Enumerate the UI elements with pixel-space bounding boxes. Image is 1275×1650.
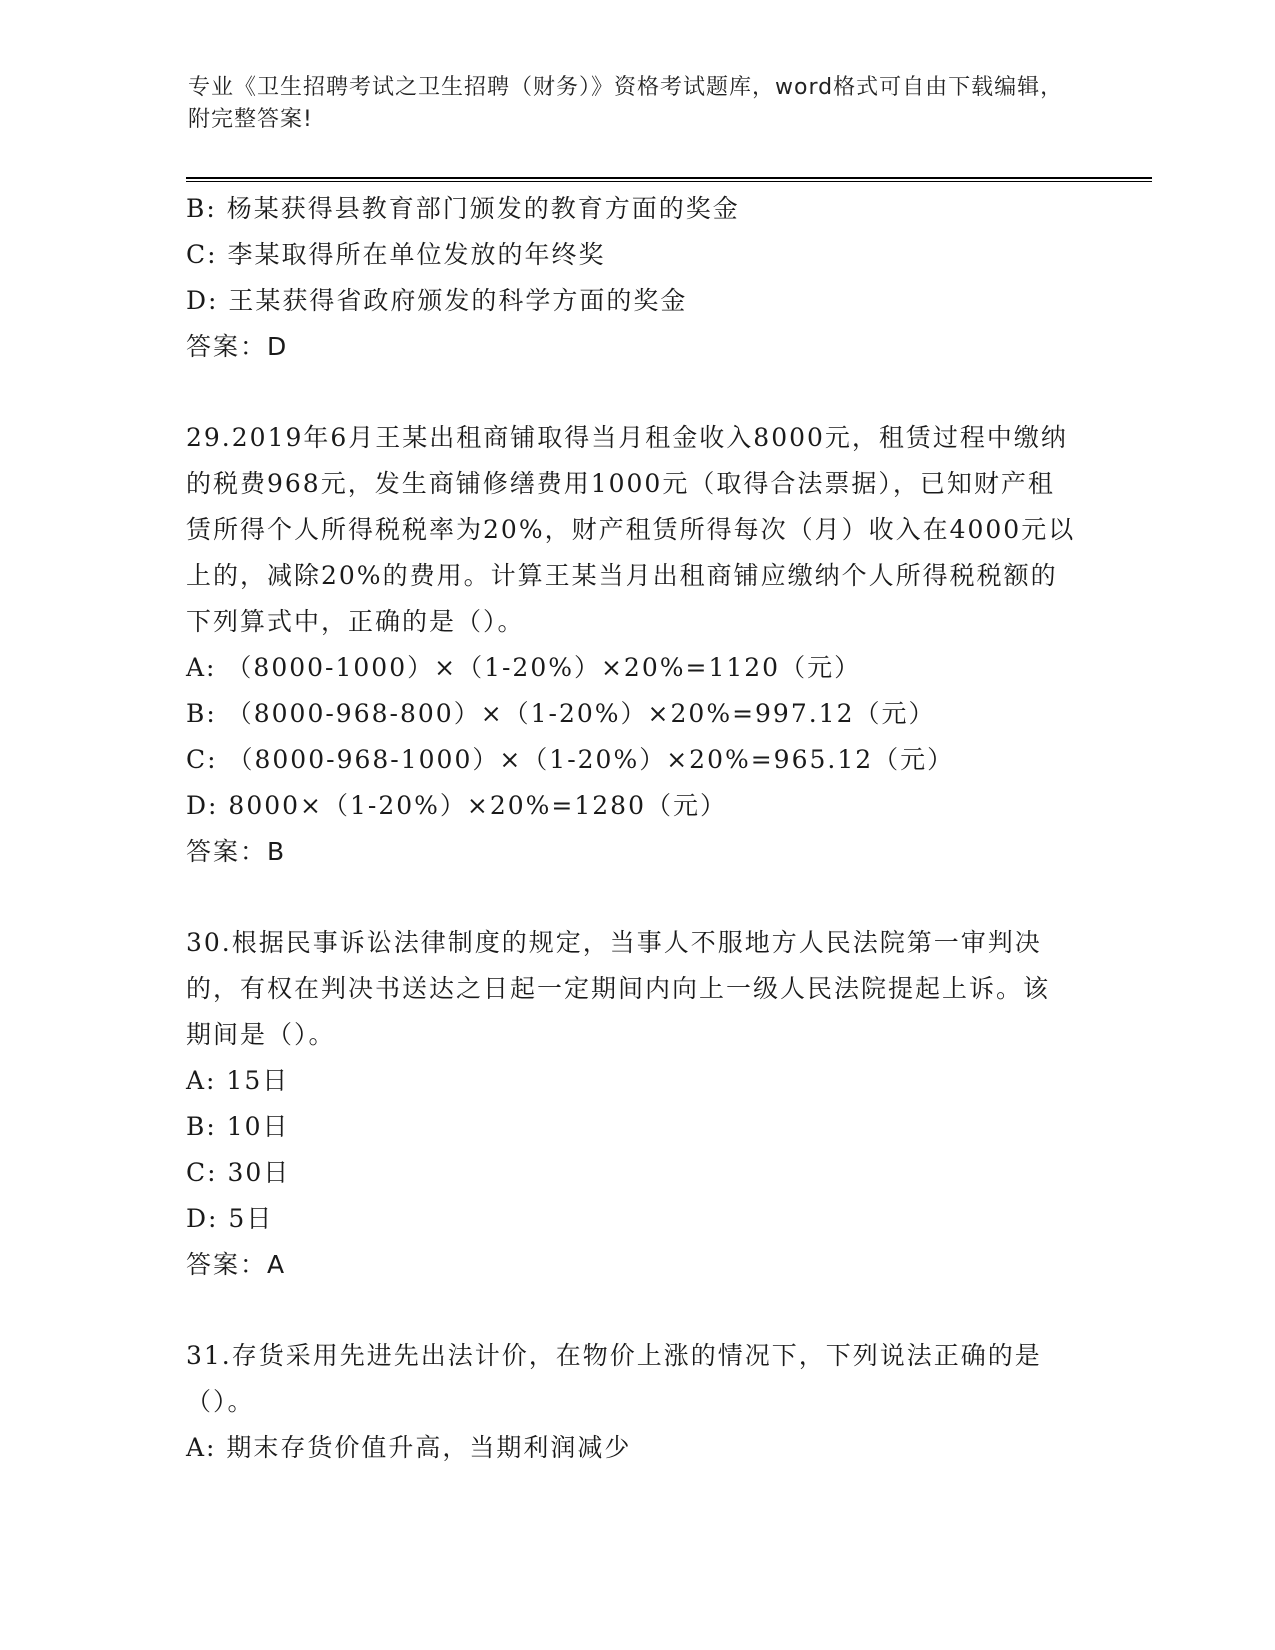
option-a: A: 期末存货价值升高，当期利润减少: [186, 1433, 632, 1462]
document-body: [186, 186, 1076, 1471]
option-a: A: （8000-1000）×（1-20%）×20%=1120（元）: [186, 653, 862, 682]
spacer: [186, 1288, 1076, 1333]
spacer: [186, 875, 1076, 920]
question-stem: 30.根据民事诉讼法律制度的规定，当事人不服地方人民法院第一审判决的，有权在判决书送达之日起一定期间内向上一级人民法院提起上诉。该期间是（）。: [186, 928, 1051, 1049]
option-d: D: 王某获得省政府颁发的科学方面的奖金: [186, 286, 688, 315]
document-header: 专业《卫生招聘考试之卫生招聘（财务）》资格考试题库，word格式可自由下载编辑，附完整答案!: [188, 75, 1064, 132]
option-c: C: 李某取得所在单位发放的年终奖: [186, 240, 606, 269]
answer-label: 答案：D: [186, 332, 289, 361]
option-c: C: （8000-968-1000）×（1-20%）×20%=965.12（元）: [186, 745, 955, 774]
question-stem: 29.2019年6月王某出租商铺取得当月租金收入8000元，租赁过程中缴纳的税费968元，发生商铺修缮费用1000元（取得合法票据），已知财产租赁所得个人所得税税率为20%，财产租赁所得每次（月）收入在4000元以上的，减除20%的费用。计算王某当月出租商铺应缴纳个人所得税税额的下列算式中，正确的是（）。: [186, 423, 1076, 636]
question-31: [186, 1333, 1076, 1471]
header-divider: [186, 177, 1152, 182]
answer-label: 答案：B: [186, 837, 287, 866]
option-a: A: 15日: [186, 1066, 290, 1095]
question-29: [186, 415, 1076, 875]
question-28-tail: [186, 186, 1076, 370]
option-b: B: （8000-968-800）×（1-20%）×20%=997.12（元）: [186, 699, 936, 728]
question-30: [186, 920, 1076, 1288]
option-d: D: 8000×（1-20%）×20%=1280（元）: [186, 791, 727, 820]
answer-label: 答案：A: [186, 1250, 287, 1279]
spacer: [186, 370, 1076, 415]
option-c: C: 30日: [186, 1158, 291, 1187]
option-d: D: 5日: [186, 1204, 274, 1233]
option-b: B: 10日: [186, 1112, 290, 1141]
option-b: B: 杨某获得县教育部门颁发的教育方面的奖金: [186, 194, 740, 223]
question-stem: 31.存货采用先进先出法计价，在物价上涨的情况下，下列说法正确的是（）。: [186, 1341, 1042, 1416]
